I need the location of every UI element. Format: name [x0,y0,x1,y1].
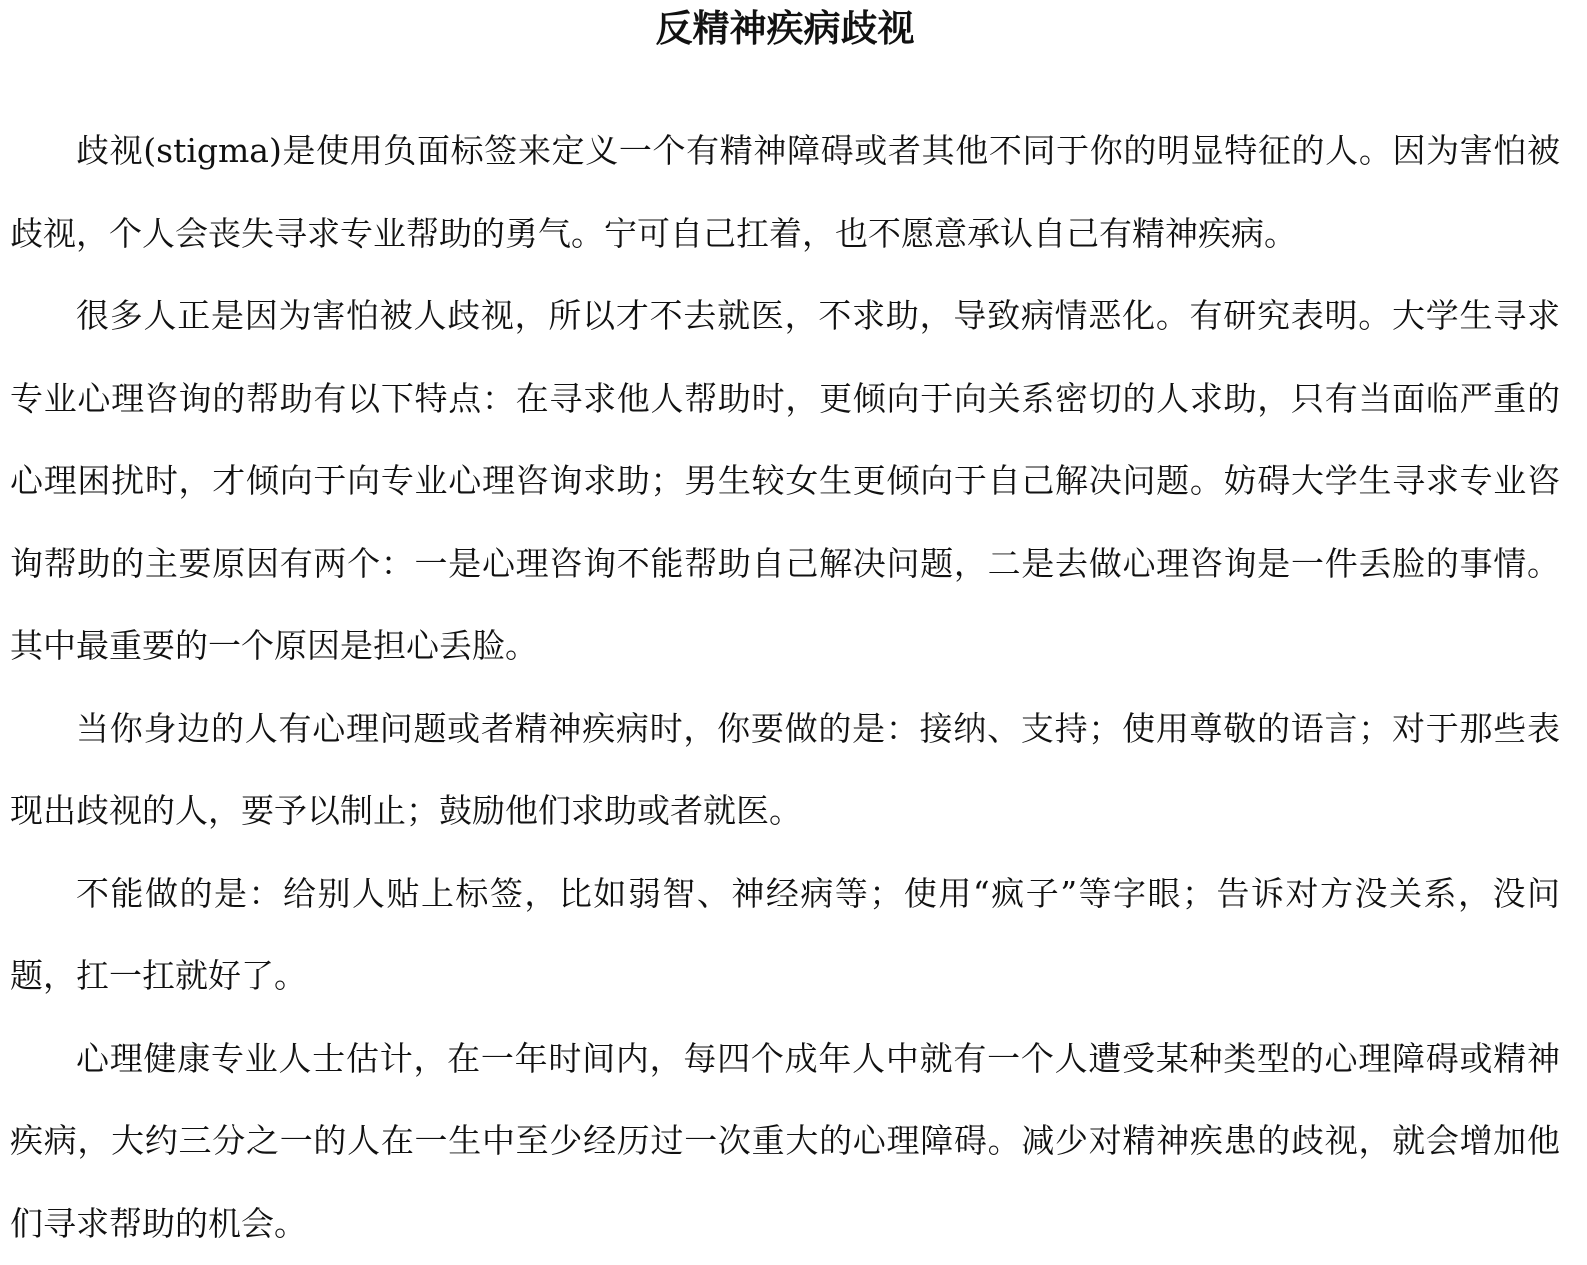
paragraph-prevalence: 心理健康专业人士估计，在一年时间内，每四个成年人中就有一个人遭受某种类型的心理障碍或精神疾病，大约三分之一的人在一生中至少经历过一次重大的心理障碍。减少对精神疾患的歧视，就会增加他们寻求帮助的机会。 [10,1018,1560,1265]
paragraph-what-not-to-do: 不能做的是：给别人贴上标签，比如弱智、神经病等；使用“疯子”等字眼；告诉对方没关系，没问题，扛一扛就好了。 [10,853,1560,1018]
paragraph-help-seeking-research: 很多人正是因为害怕被人歧视，所以才不去就医，不求助，导致病情恶化。有研究表明。大学生寻求专业心理咨询的帮助有以下特点：在寻求他人帮助时，更倾向于向关系密切的人求助，只有当面临严重的心理困扰时，才倾向于向专业心理咨询求助；男生较女生更倾向于自己解决问题。妨碍大学生寻求专业咨询帮助的主要原因有两个：一是心理咨询不能帮助自己解决问题，二是去做心理咨询是一件丢脸的事情。其中最重要的一个原因是担心丢脸。 [10,275,1560,688]
paragraph-stigma-definition: 歧视(stigma)是使用负面标签来定义一个有精神障碍或者其他不同于你的明显特征的人。因为害怕被歧视，个人会丧失寻求专业帮助的勇气。宁可自己扛着，也不愿意承认自己有精神疾病。 [10,110,1560,275]
document-body [10,110,1560,1265]
document-page [10,0,1560,1265]
paragraph-what-to-do: 当你身边的人有心理问题或者精神疾病时，你要做的是：接纳、支持；使用尊敬的语言；对于那些表现出歧视的人，要予以制止；鼓励他们求助或者就医。 [10,688,1560,853]
document-title: 反精神疾病歧视 [10,0,1560,50]
